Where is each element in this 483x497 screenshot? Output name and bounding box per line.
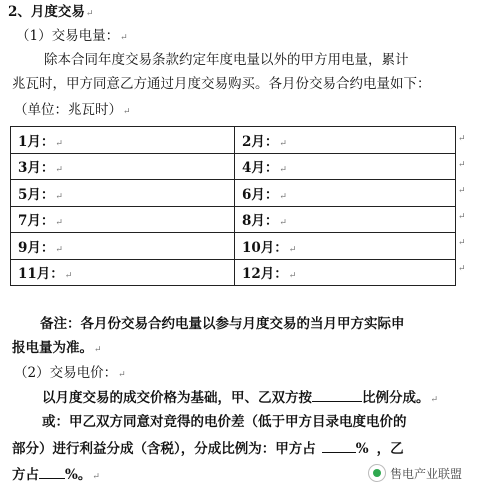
month-cell-3: 3月：↵ xyxy=(11,153,235,180)
party-a-share-blank[interactable] xyxy=(322,440,356,453)
table-row xyxy=(11,127,456,154)
note-line-2: 报电量为准。↵ xyxy=(12,340,102,356)
volume-paragraph-line-1: 除本合同年度交易条款约定年度电量以外的甲方用电量，累计 xyxy=(44,52,409,68)
month-cell-7: 7月：↵ xyxy=(11,206,235,233)
month-cell-8: 8月：↵ xyxy=(235,206,456,233)
table-row xyxy=(11,233,456,260)
ratio-blank[interactable] xyxy=(312,389,362,402)
row-end-mark: ↵ xyxy=(458,134,466,144)
month-cell-1: 1月：↵ xyxy=(11,127,235,154)
row-end-mark: ↵ xyxy=(458,212,466,222)
monthly-volume-table xyxy=(10,126,456,286)
month-cell-12: 12月：↵ xyxy=(235,259,456,286)
price-line-2: 或：甲乙双方同意对竞得的电价差（低于甲方目录电度电价的 xyxy=(42,414,407,430)
month-cell-6: 6月：↵ xyxy=(235,180,456,207)
month-cell-10: 10月：↵ xyxy=(235,233,456,260)
price-line-1: 以月度交易的成交价格为基础，甲、乙双方按 比例分成。↵ xyxy=(42,390,439,406)
price-subheading: （2）交易电价：↵ xyxy=(14,365,126,381)
month-cell-2: 2月：↵ xyxy=(235,127,456,154)
watermark xyxy=(368,464,462,482)
section-heading: 2、月度交易↵ xyxy=(8,4,94,20)
watermark-logo-icon xyxy=(368,464,386,482)
watermark-text: 售电产业联盟 xyxy=(390,466,463,481)
volume-paragraph-line-2: 兆瓦时，甲方同意乙方通过月度交易购买。各月份交易合约电量如下： xyxy=(12,76,431,92)
price-line-3: 部分）进行利益分成（含税），分成比例为：甲方占 % ，乙 xyxy=(12,441,404,457)
unit-label: （单位：兆瓦时）↵ xyxy=(14,102,131,118)
table-row xyxy=(11,206,456,233)
table-row xyxy=(11,180,456,207)
month-cell-5: 5月：↵ xyxy=(11,180,235,207)
row-end-mark: ↵ xyxy=(458,160,466,170)
table-row xyxy=(11,259,456,286)
month-cell-11: 11月：↵ xyxy=(11,259,235,286)
month-cell-4: 4月：↵ xyxy=(235,153,456,180)
price-line-4: 方占 %。↵ xyxy=(12,467,100,483)
note-line-1: 备注：各月份交易合约电量以参与月度交易的当月甲方实际申 xyxy=(40,316,405,332)
row-end-mark: ↵ xyxy=(458,186,466,196)
volume-subheading: （1）交易电量：↵ xyxy=(16,28,128,44)
party-b-share-blank[interactable] xyxy=(39,466,65,479)
row-end-mark: ↵ xyxy=(458,238,466,248)
month-cell-9: 9月：↵ xyxy=(11,233,235,260)
row-end-mark: ↵ xyxy=(458,264,466,274)
table-row xyxy=(11,153,456,180)
